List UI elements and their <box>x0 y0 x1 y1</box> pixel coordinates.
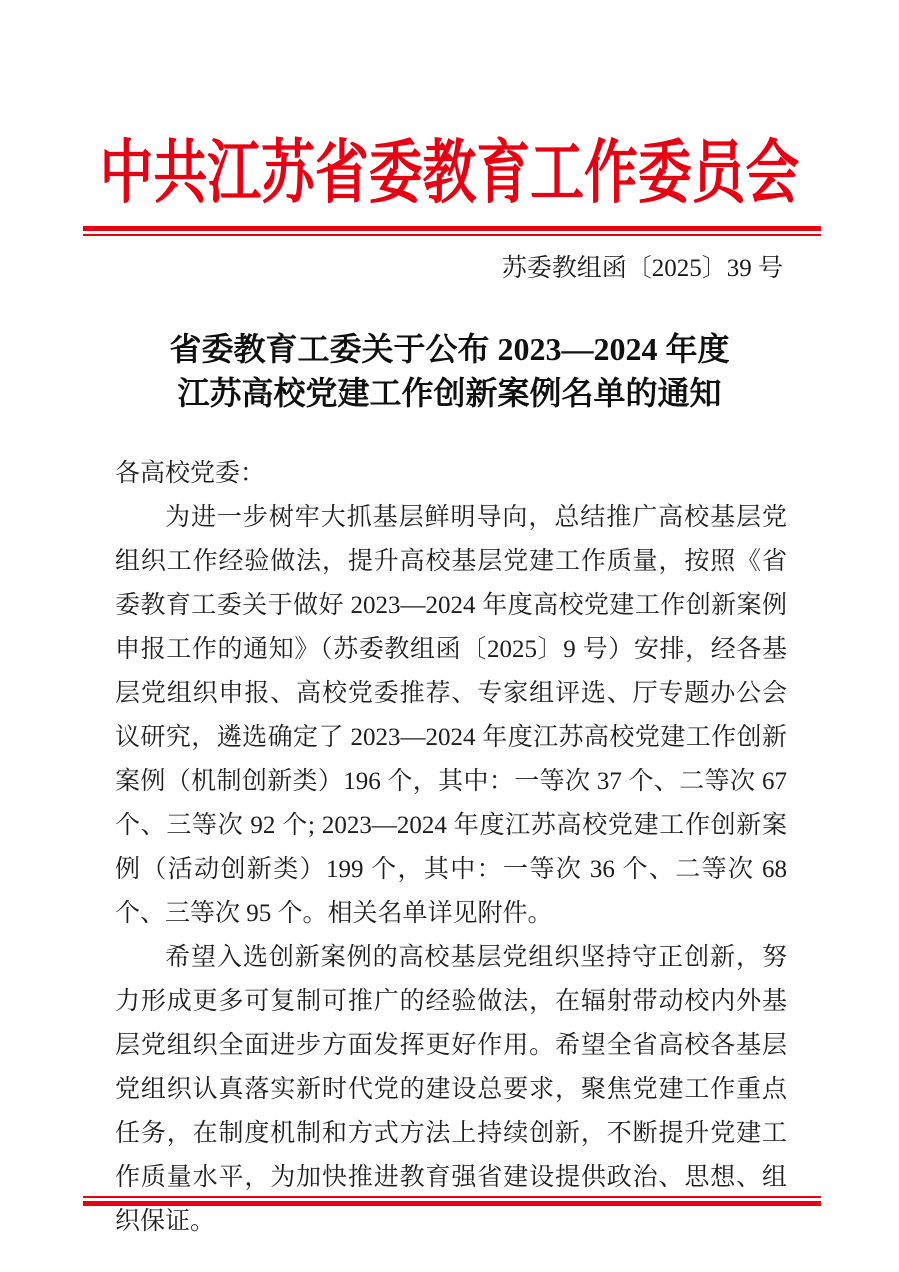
doc-title-line-1: 省委教育工委关于公布 2023—2024 年度 <box>169 331 730 367</box>
paragraph-2: 希望入选创新案例的高校基层党组织坚持守正创新，努力形成更多可复制可推广的经验做法，在辐射带动校内外基层党组织全面进步方面发挥更好作用。希望全省高校各基层党组织认真落实新时代党的建设总要求，聚焦党建工作重点任务，在制度机制和方式方法上持续创新，不断提升党建工作质量水平，为加快推进教育强省建设提供政治、思想、组织保证。 <box>115 944 787 1235</box>
doc-reference-number: 苏委教组函〔2025〕39 号 <box>501 255 783 282</box>
letterhead-org-name: 中共江苏省委教育工作委员会 <box>99 135 800 211</box>
footer-double-rule <box>83 1196 821 1206</box>
letterhead-double-rule <box>83 226 821 236</box>
doc-title-line-2: 江苏高校党建工作创新案例名单的通知 <box>177 375 722 411</box>
doc-body <box>115 452 787 1244</box>
rule-thick-line <box>83 1201 821 1206</box>
paragraph-1: 为进一步树牢大抓基层鲜明导向，总结推广高校基层党组织工作经验做法，提升高校基层党建工作质量，按照《省委教育工委关于做好 2023—2024 年度高校党建工作创新案例申报工作的通知》（苏委教组函〔2025〕9 号）安排，经各基层党组织申报、高校党委推荐、专家组评选、厅专题办公会议研究，遴选确定了 2023—2024 年度江苏高校党建工作创新案例（机制创新类）196 个，其中：一等次 37 个、二等次 67 个、三等次 92 个; 2023—2024 年度江苏高校党建工作创新案例（活动创新类）199 个，其中：一等次 36 个、二等次 68 个、三等次 95 个。相关名单详见附件。 <box>115 504 787 927</box>
rule-thin-line <box>83 234 821 236</box>
salutation: 各高校党委： <box>115 460 266 487</box>
rule-thick-line <box>83 226 821 231</box>
rule-thin-line <box>83 1196 821 1198</box>
doc-title <box>0 327 899 415</box>
